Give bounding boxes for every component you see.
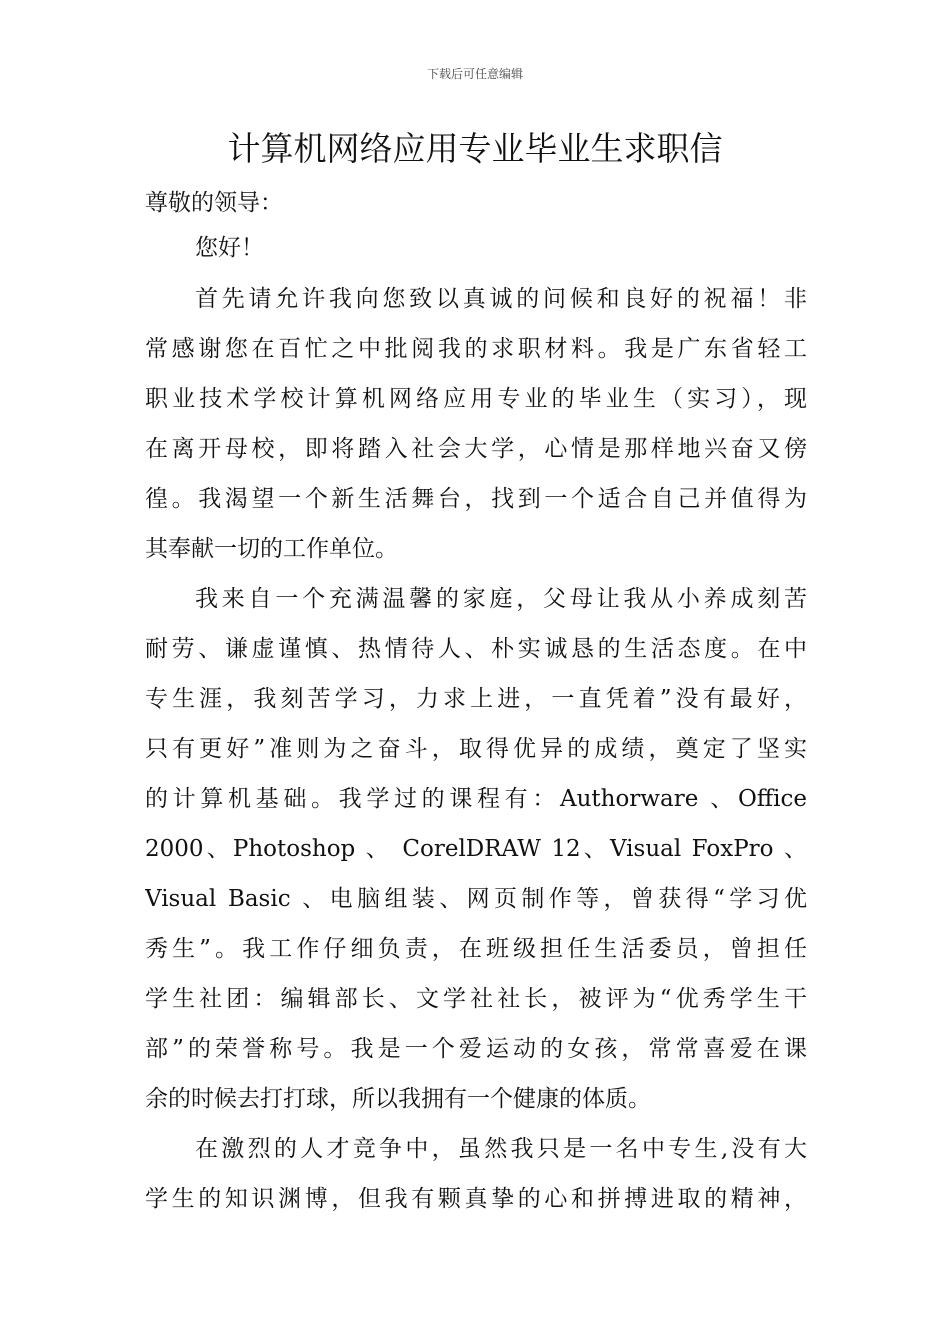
page-title: 计算机网络应用专业毕业生求职信 (227, 129, 723, 168)
paragraph-line: 学生社团：编辑部长、文学社社长，被评为“优秀学生干 (145, 986, 807, 1012)
paragraph-line: 徨。我渴望一个新生活舞台，找到一个适合自己并值得为 (145, 486, 807, 512)
paragraph-line: 职业技术学校计算机网络应用专业的毕业生（实习），现 (145, 386, 807, 412)
greeting: 您好！ (195, 235, 264, 261)
paragraph-line: 秀生”。我工作仔细负责，在班级担任生活委员，曾担任 (145, 936, 807, 962)
header-note: 下载后可任意编辑 (426, 67, 523, 81)
paragraph-line: 只有更好”准则为之奋斗，取得优异的成绩，奠定了坚实 (145, 736, 807, 762)
paragraph-line: 部”的荣誉称号。我是一个爱运动的女孩，常常喜爱在课 (145, 1036, 807, 1062)
paragraph-line: 在激烈的人才竞争中，虽然我只是一名中专生,没有大 (195, 1136, 807, 1162)
paragraph-line: 耐劳、谦虚谨慎、热情待人、朴实诚恳的生活态度。在中 (145, 636, 807, 662)
paragraph-line: 常感谢您在百忙之中批阅我的求职材料。我是广东省轻工 (145, 336, 807, 362)
paragraph-line: 专生涯，我刻苦学习，力求上进，一直凭着”没有最好， (145, 686, 807, 712)
paragraph-line: 学生的知识渊博，但我有颗真挚的心和拼搏进取的精神， (145, 1186, 807, 1212)
paragraph-line: 2000、Photoshop 、 CorelDRAW 12、Visual FoxPro 、 (145, 836, 807, 862)
paragraph-line: 余的时候去打打球，所以我拥有一个健康的体质。 (145, 1086, 651, 1112)
paragraph-line: 在离开母校，即将踏入社会大学，心情是那样地兴奋又傍 (145, 436, 807, 462)
paragraph-line: 我来自一个充满温馨的家庭，父母让我从小养成刻苦 (195, 586, 807, 612)
paragraph-line: 的计算机基础。我学过的课程有：Authorware 、Office (145, 786, 807, 812)
paragraph-line: 首先请允许我向您致以真诚的问候和良好的祝福！非 (195, 286, 807, 312)
paragraph-line: Visual Basic 、电脑组装、网页制作等，曾获得“学习优 (145, 886, 807, 912)
paragraph-line: 其奉献一切的工作单位。 (145, 536, 398, 562)
salutation: 尊敬的领导： (145, 190, 283, 216)
